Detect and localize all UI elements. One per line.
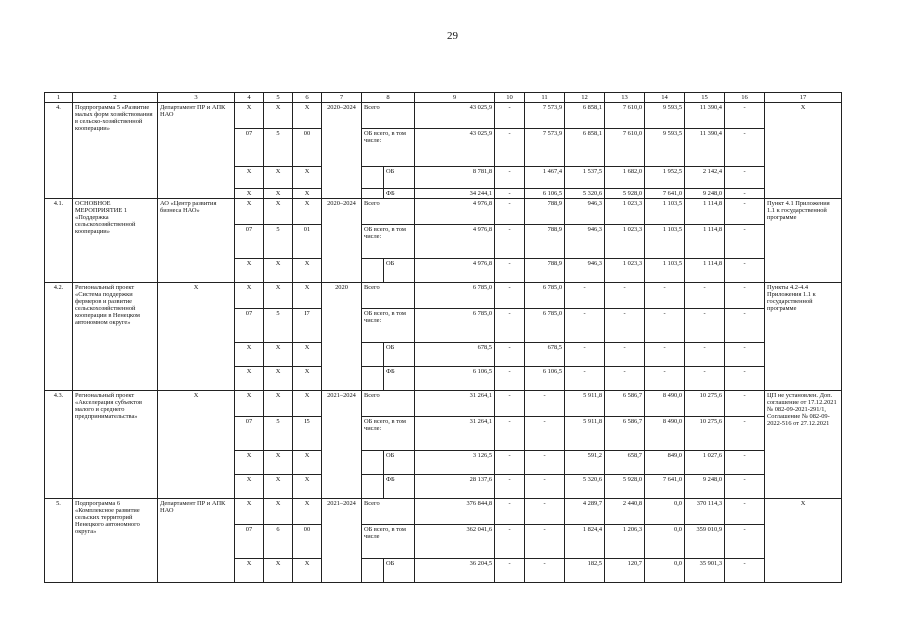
amount-cell: 1 114,8 [685,199,725,225]
amount-cell: 8 781,8 [415,167,495,189]
amount-cell: 7 573,9 [525,129,565,167]
amount-cell: - [495,417,525,451]
amount-cell: 1 206,3 [605,525,645,559]
amount-cell: - [525,417,565,451]
amount-cell: 8 490,0 [645,417,685,451]
column-number: 2 [73,93,158,103]
code-pp: Х [264,499,293,525]
table-row [45,283,842,309]
source-label: ОБ всего, в том числе: [362,417,415,451]
executor: Х [158,283,235,391]
code-pp: Х [264,283,293,309]
amount-cell: - [565,283,605,309]
amount-cell: 4 976,8 [415,259,495,283]
amount-cell: - [525,475,565,499]
amount-cell: - [495,129,525,167]
amount-cell: - [725,129,765,167]
code-pp: 5 [264,129,293,167]
amount-cell: - [565,367,605,391]
amount-cell: - [725,367,765,391]
note: ЦП не установлен. Доп. соглашение от 17.12.2021 № 082-09-2021-291/1, Соглашение № 082-09-2022-516 от 27.12.2021 [765,391,842,499]
amount-cell: 2 142,4 [685,167,725,189]
source-indent [362,167,384,189]
source-label: ФБ [384,367,415,391]
amount-cell: - [725,343,765,367]
executor: Департамент ПР и АПК НАО [158,103,235,199]
amount-cell: 6 785,0 [525,309,565,343]
amount-cell: 1 103,5 [645,225,685,259]
code-om: Х [293,451,322,475]
amount-cell: 359 010,9 [685,525,725,559]
source-label: ОБ [384,167,415,189]
amount-cell: - [725,199,765,225]
source-label: ОБ [384,559,415,583]
amount-cell: 1 682,0 [605,167,645,189]
amount-cell: 35 901,3 [685,559,725,583]
amount-cell: - [725,283,765,309]
code-pp: Х [264,475,293,499]
amount-cell: - [725,559,765,583]
amount-cell: 1 952,5 [645,167,685,189]
source-label: ОБ [384,451,415,475]
code-om: Х [293,343,322,367]
code-om: 00 [293,525,322,559]
amount-cell: 11 390,4 [685,129,725,167]
amount-cell: - [565,309,605,343]
amount-cell: 6 106,5 [415,367,495,391]
amount-cell: 678,5 [415,343,495,367]
source-label: Всего [362,499,415,525]
source-indent [362,367,384,391]
amount-cell: - [525,559,565,583]
code-pp: Х [264,451,293,475]
measure-name: Подпрограмма 5 «Развитие малых форм хозяйствования в сельско-хозяйственной кооперации» [73,103,158,199]
column-number: 5 [264,93,293,103]
amount-cell: 5 320,6 [565,475,605,499]
column-number: 10 [495,93,525,103]
amount-cell: 3 126,5 [415,451,495,475]
amount-cell: - [725,103,765,129]
row-number: 4.3. [45,391,73,499]
code-pp: Х [264,199,293,225]
amount-cell: 1 023,3 [605,225,645,259]
amount-cell: 5 928,0 [605,475,645,499]
code-gp: Х [235,199,264,225]
amount-cell: 1 023,3 [605,199,645,225]
amount-cell: - [525,525,565,559]
amount-cell: - [495,475,525,499]
amount-cell: 7 573,9 [525,103,565,129]
code-pp: Х [264,167,293,189]
amount-cell: 11 390,4 [685,103,725,129]
row-number: 5. [45,499,73,583]
row-number: 4. [45,103,73,199]
source-label: Всего [362,103,415,129]
amount-cell: 6 586,7 [605,417,645,451]
amount-cell: 5 911,8 [565,417,605,451]
amount-cell: 5 928,0 [605,189,645,199]
row-number: 4.2. [45,283,73,391]
amount-cell: 591,2 [565,451,605,475]
note: Пункт 4.1 Приложения 1.1 к государственной программе [765,199,842,283]
amount-cell: 7 641,0 [645,475,685,499]
amount-cell: 43 025,9 [415,129,495,167]
amount-cell: 0,0 [645,559,685,583]
amount-cell: - [725,499,765,525]
amount-cell: - [605,309,645,343]
source-label: Всего [362,199,415,225]
source-indent [362,559,384,583]
amount-cell: 370 114,3 [685,499,725,525]
amount-cell: 10 275,6 [685,391,725,417]
amount-cell: 6 106,5 [525,367,565,391]
code-pp: 5 [264,225,293,259]
amount-cell: - [495,283,525,309]
code-pp: Х [264,559,293,583]
code-om: Х [293,391,322,417]
amount-cell: 9 248,0 [685,475,725,499]
code-om: Х [293,259,322,283]
executor: Х [158,391,235,499]
measure-name: Подпрограмма 6 «Комплексное развитие сельских территорий Ненецкого автономного округа» [73,499,158,583]
amount-cell: - [495,167,525,189]
amount-cell: 788,9 [525,225,565,259]
code-om: Х [293,283,322,309]
amount-cell: - [725,451,765,475]
code-pp: Х [264,391,293,417]
source-label: ОБ всего, в том числе [362,525,415,559]
source-indent [362,189,384,199]
amount-cell: 5 320,6 [565,189,605,199]
code-pp: 6 [264,525,293,559]
amount-cell: - [645,343,685,367]
amount-cell: 1 027,6 [685,451,725,475]
amount-cell: 6 785,0 [525,283,565,309]
amount-cell: 6 785,0 [415,309,495,343]
column-number: 8 [362,93,415,103]
column-number: 11 [525,93,565,103]
amount-cell: 946,3 [565,199,605,225]
amount-cell: 788,9 [525,259,565,283]
amount-cell: - [725,309,765,343]
amount-cell: 2 440,8 [605,499,645,525]
budget-table [44,92,842,583]
amount-cell: - [495,367,525,391]
code-gp: Х [235,475,264,499]
amount-cell: 31 264,1 [415,391,495,417]
code-pp: Х [264,189,293,199]
amount-cell: - [725,475,765,499]
amount-cell: - [725,167,765,189]
code-pp: Х [264,259,293,283]
column-number: 4 [235,93,264,103]
code-pp: 5 [264,417,293,451]
note: Х [765,499,842,583]
row-number: 4.1. [45,199,73,283]
source-indent [362,475,384,499]
period: 2020 [322,283,362,391]
source-label: ФБ [384,189,415,199]
code-gp: 07 [235,225,264,259]
amount-cell: 34 244,1 [415,189,495,199]
amount-cell: 4 976,8 [415,225,495,259]
amount-cell: - [525,499,565,525]
amount-cell: - [525,451,565,475]
amount-cell: - [605,283,645,309]
amount-cell: 849,0 [645,451,685,475]
amount-cell: - [495,391,525,417]
column-number: 3 [158,93,235,103]
amount-cell: 1 467,4 [525,167,565,189]
executor: Департамент ПР и АПК НАО [158,499,235,583]
amount-cell: - [605,367,645,391]
table-row [45,499,842,525]
source-label: Всего [362,391,415,417]
source-label: ОБ [384,259,415,283]
amount-cell: - [685,367,725,391]
amount-cell: 182,5 [565,559,605,583]
code-om: Х [293,189,322,199]
amount-cell: 6 858,1 [565,103,605,129]
amount-cell: 7 610,0 [605,129,645,167]
amount-cell: 946,3 [565,259,605,283]
amount-cell: - [725,189,765,199]
column-number: 15 [685,93,725,103]
code-gp: Х [235,391,264,417]
period: 2021–2024 [322,391,362,499]
period: 2021–2024 [322,499,362,583]
amount-cell: - [645,283,685,309]
amount-cell: - [605,343,645,367]
source-label: ОБ [384,343,415,367]
column-number-row [45,93,842,103]
period: 2020–2024 [322,103,362,199]
amount-cell: - [495,259,525,283]
code-pp: Х [264,103,293,129]
amount-cell: 376 844,8 [415,499,495,525]
code-om: 01 [293,225,322,259]
amount-cell: 28 137,6 [415,475,495,499]
note: Х [765,103,842,199]
amount-cell: 9 248,0 [685,189,725,199]
page-number: 29 [447,30,458,42]
code-om: Х [293,199,322,225]
column-number: 12 [565,93,605,103]
amount-cell: - [685,283,725,309]
code-gp: Х [235,559,264,583]
amount-cell: 6 858,1 [565,129,605,167]
amount-cell: - [495,499,525,525]
code-gp: 07 [235,417,264,451]
measure-name: Региональный проект «Система поддержки фермеров и развитие сельскохозяйственной кооперации в Ненецком автономном округе» [73,283,158,391]
amount-cell: - [525,391,565,417]
code-om: I5 [293,417,322,451]
amount-cell: 1 537,5 [565,167,605,189]
code-gp: Х [235,367,264,391]
amount-cell: 6 785,0 [415,283,495,309]
period: 2020–2024 [322,199,362,283]
column-number: 17 [765,93,842,103]
amount-cell: 6 106,5 [525,189,565,199]
amount-cell: - [725,225,765,259]
amount-cell: - [685,343,725,367]
table-row [45,391,842,417]
source-label: ОБ всего, в том числе: [362,225,415,259]
amount-cell: - [495,103,525,129]
amount-cell: - [685,309,725,343]
code-pp: Х [264,367,293,391]
code-gp: Х [235,499,264,525]
column-number: 13 [605,93,645,103]
amount-cell: 10 275,6 [685,417,725,451]
amount-cell: - [725,259,765,283]
code-gp: Х [235,451,264,475]
amount-cell: 1 103,5 [645,199,685,225]
amount-cell: - [645,367,685,391]
code-om: Х [293,367,322,391]
code-om: Х [293,475,322,499]
source-indent [362,259,384,283]
amount-cell: - [495,451,525,475]
amount-cell: 9 593,5 [645,103,685,129]
amount-cell: 1 023,3 [605,259,645,283]
amount-cell: 1 114,8 [685,225,725,259]
amount-cell: - [495,343,525,367]
amount-cell: 0,0 [645,525,685,559]
amount-cell: 0,0 [645,499,685,525]
code-gp: 07 [235,129,264,167]
amount-cell: - [725,391,765,417]
amount-cell: 5 911,8 [565,391,605,417]
amount-cell: - [725,417,765,451]
amount-cell: 9 593,5 [645,129,685,167]
code-gp: Х [235,343,264,367]
code-gp: 07 [235,309,264,343]
amount-cell: - [565,343,605,367]
code-om: I7 [293,309,322,343]
amount-cell: - [725,525,765,559]
amount-cell: 7 641,0 [645,189,685,199]
column-number: 6 [293,93,322,103]
amount-cell: 43 025,9 [415,103,495,129]
code-pp: Х [264,343,293,367]
table-row [45,103,842,129]
code-om: 00 [293,129,322,167]
amount-cell: - [495,225,525,259]
amount-cell: 788,9 [525,199,565,225]
column-number: 9 [415,93,495,103]
amount-cell: 120,7 [605,559,645,583]
amount-cell: 31 264,1 [415,417,495,451]
source-indent [362,451,384,475]
amount-cell: 1 824,4 [565,525,605,559]
amount-cell: 4 976,8 [415,199,495,225]
amount-cell: 8 490,0 [645,391,685,417]
source-label: ОБ всего, в том числе: [362,309,415,343]
amount-cell: - [495,525,525,559]
amount-cell: 7 610,0 [605,103,645,129]
column-number: 7 [322,93,362,103]
note: Пункты 4.2-4.4 Приложения 1.1 к государственной программе [765,283,842,391]
column-number: 14 [645,93,685,103]
code-gp: Х [235,189,264,199]
code-om: Х [293,559,322,583]
code-om: Х [293,167,322,189]
code-om: Х [293,499,322,525]
amount-cell: 1 103,5 [645,259,685,283]
column-number: 16 [725,93,765,103]
code-gp: 07 [235,525,264,559]
amount-cell: 6 586,7 [605,391,645,417]
amount-cell: - [495,199,525,225]
source-indent [362,343,384,367]
amount-cell: 36 204,5 [415,559,495,583]
source-label: ОБ всего, в том числе: [362,129,415,167]
code-gp: Х [235,259,264,283]
amount-cell: - [495,189,525,199]
amount-cell: - [495,559,525,583]
code-gp: Х [235,103,264,129]
amount-cell: 4 289,7 [565,499,605,525]
source-label: Всего [362,283,415,309]
amount-cell: 678,5 [525,343,565,367]
amount-cell: 946,3 [565,225,605,259]
executor: АО «Центр развития бизнеса НАО» [158,199,235,283]
amount-cell: 1 114,8 [685,259,725,283]
source-label: ФБ [384,475,415,499]
code-om: Х [293,103,322,129]
measure-name: Региональный проект «Акселерация субъектов малого и среднего предпринимательства» [73,391,158,499]
code-gp: Х [235,167,264,189]
code-pp: 5 [264,309,293,343]
amount-cell: - [495,309,525,343]
column-number: 1 [45,93,73,103]
measure-name: ОСНОВНОЕ МЕРОПРИЯТИЕ 1 «Поддержка сельскохозяйственной кооперации» [73,199,158,283]
amount-cell: 658,7 [605,451,645,475]
code-gp: Х [235,283,264,309]
table-row [45,199,842,225]
amount-cell: - [645,309,685,343]
amount-cell: 362 041,6 [415,525,495,559]
